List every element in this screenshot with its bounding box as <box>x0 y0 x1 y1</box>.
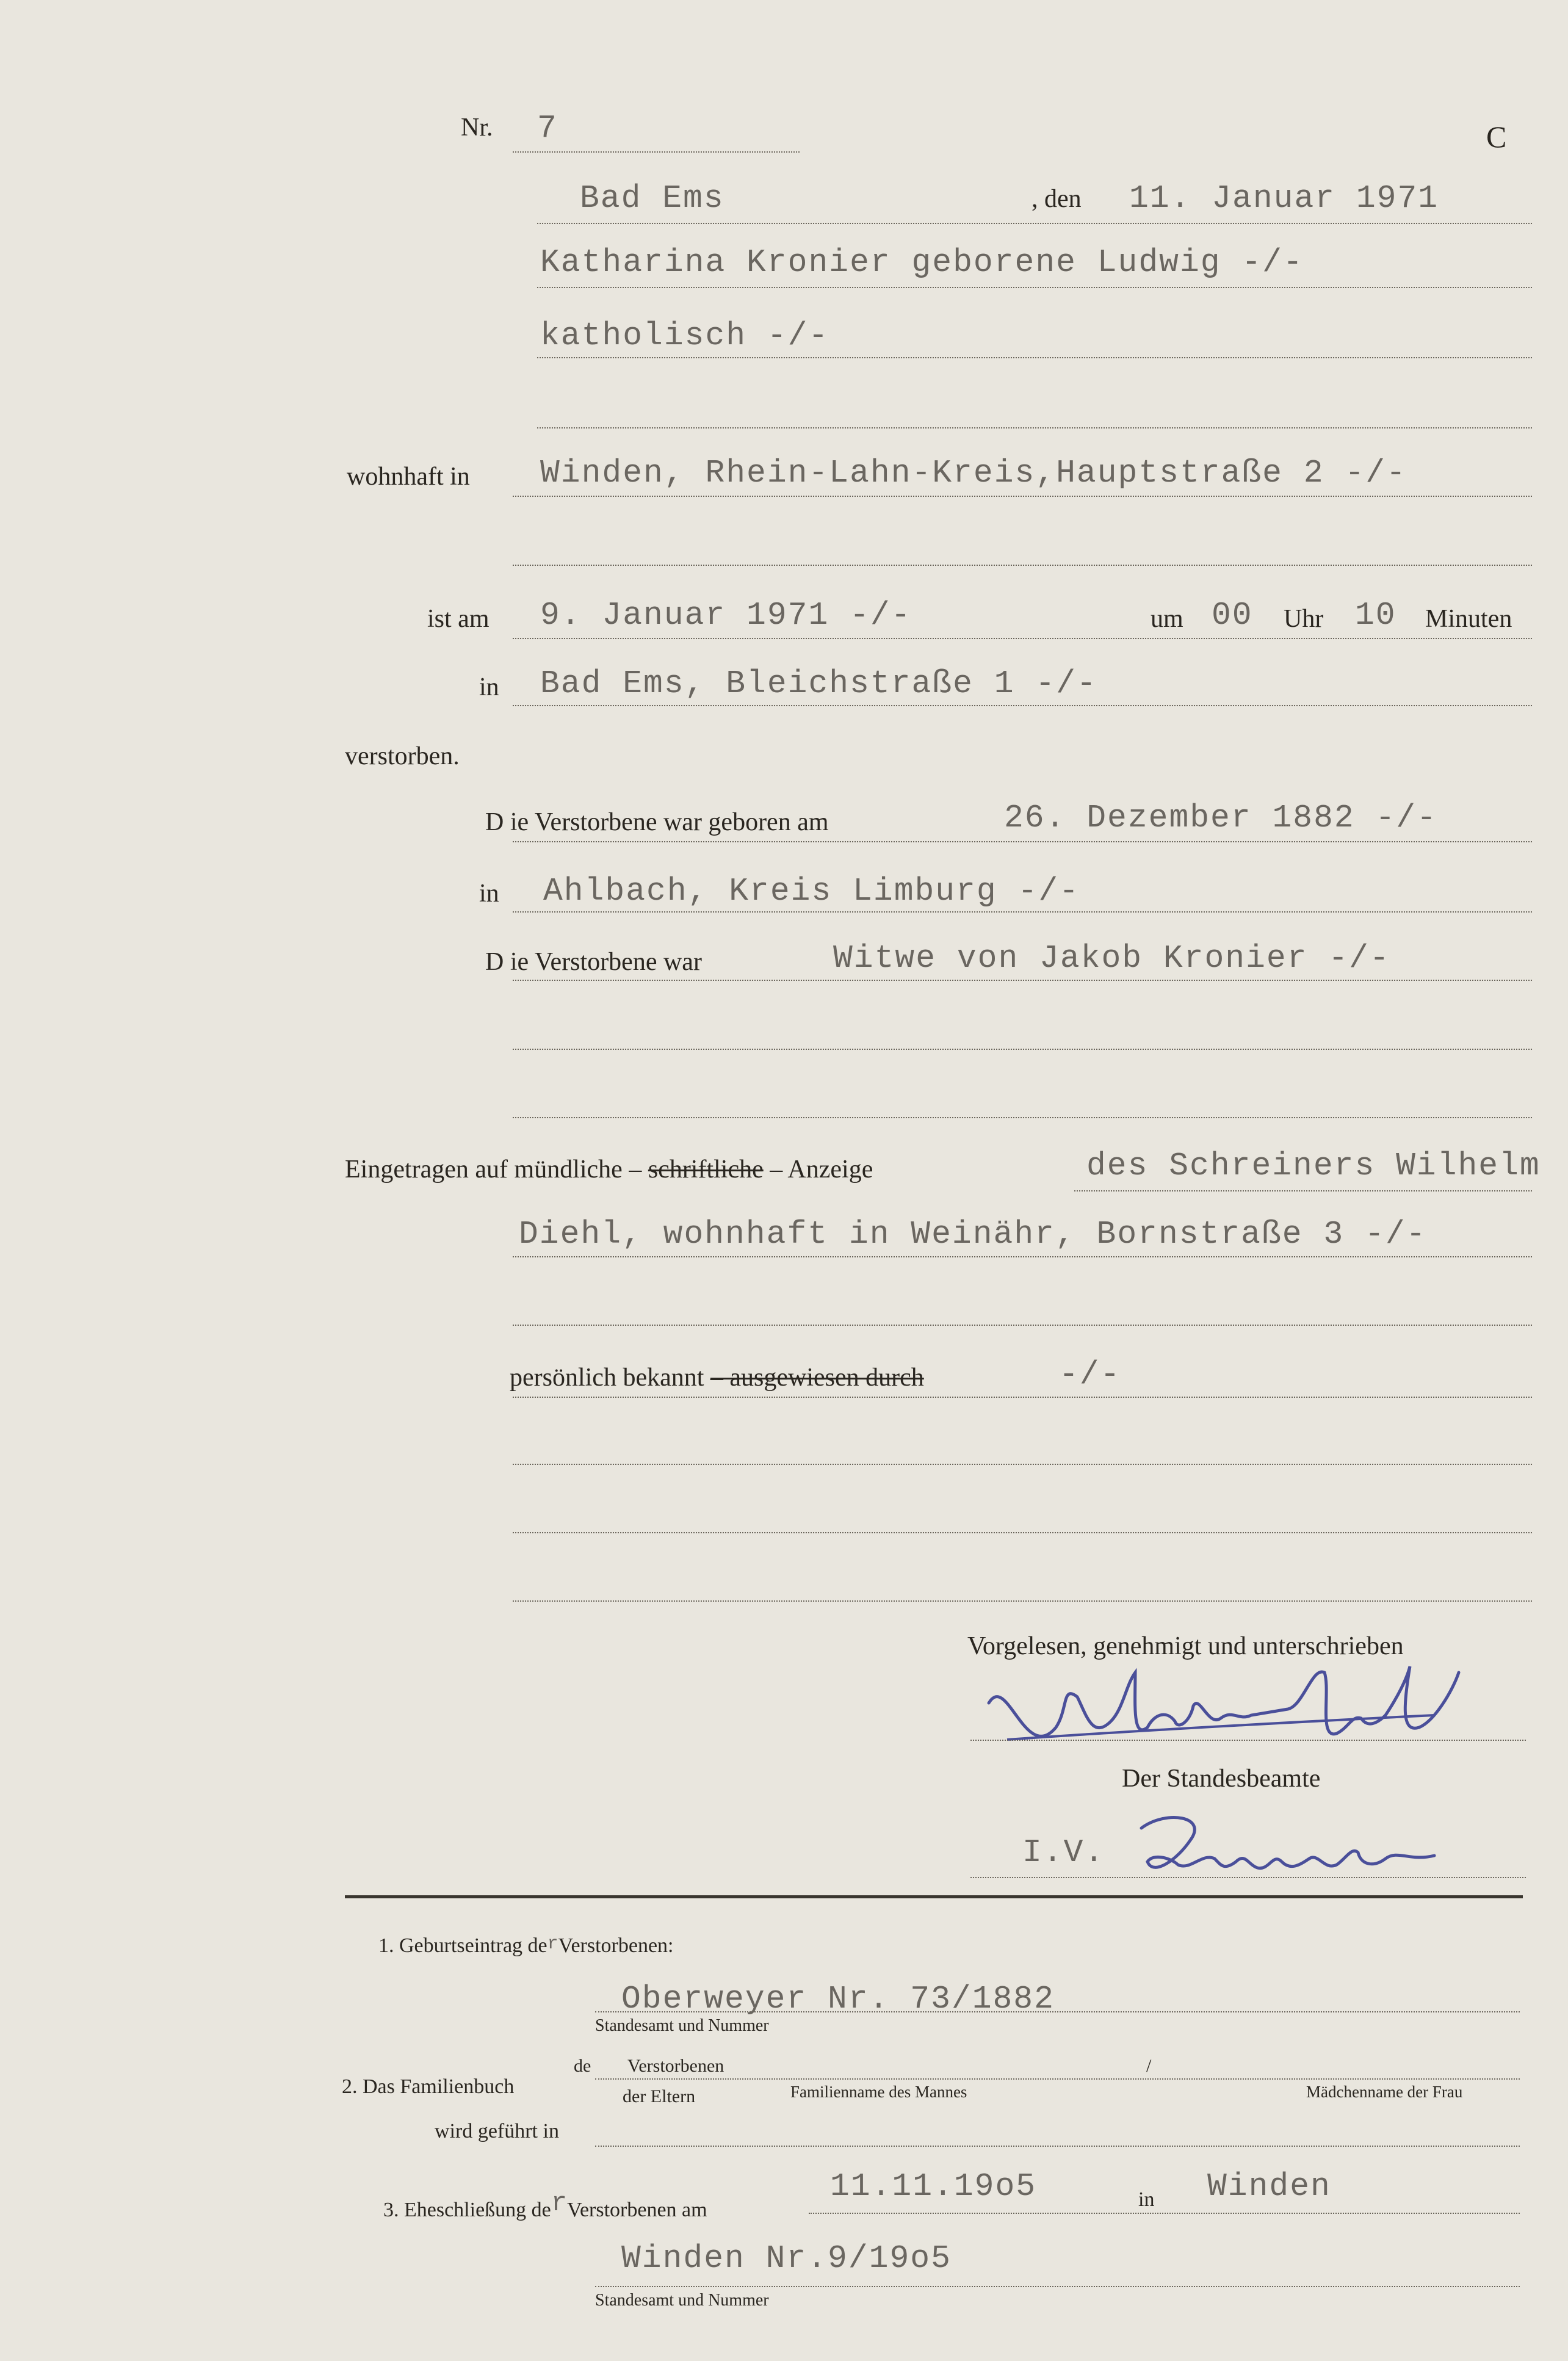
standesamt-label-1: Standesamt und Nummer <box>595 2016 769 2035</box>
ist-am-label: ist am <box>427 605 490 633</box>
note-1-value: Oberweyer Nr. 73/1882 <box>621 1981 1055 2017</box>
note-3-date: 11.11.19o5 <box>830 2168 1037 2205</box>
birth-line <box>513 841 1532 842</box>
name-line <box>537 287 1532 288</box>
blank-line-5 <box>513 1325 1532 1326</box>
blank-line-8 <box>513 1600 1532 1602</box>
note-2-verstorbenen: Verstorbenen <box>627 2056 724 2076</box>
note-1-label <box>378 1934 673 1958</box>
religion-value: katholisch -/- <box>540 317 829 354</box>
blank-line-3 <box>513 1049 1532 1050</box>
note-2-eltern: der Eltern <box>623 2086 696 2106</box>
birth-place: Ahlbach, Kreis Limburg -/- <box>543 873 1080 909</box>
section-divider <box>345 1895 1523 1898</box>
death-hour: 00 <box>1212 597 1253 634</box>
note-2-frau: Mädchenname der Frau <box>1306 2083 1463 2101</box>
death-line <box>513 638 1532 639</box>
note-1-suffix: r <box>547 1934 558 1954</box>
den-label: , den <box>1031 185 1082 213</box>
date-value: 11. Januar 1971 <box>1129 180 1439 217</box>
known-label-text: persönlich bekannt <box>510 1364 704 1392</box>
status-label: D ie Verstorbene war <box>485 948 702 976</box>
um-label: um <box>1151 605 1183 633</box>
note-1-label-end: Verstorbenen: <box>558 1934 674 1957</box>
informant-signature <box>970 1648 1495 1770</box>
registration-label-part1: Eingetragen auf mündliche – <box>345 1155 642 1184</box>
iv-label: I.V. <box>1022 1834 1105 1871</box>
death-date: 9. Januar 1971 -/- <box>540 597 912 634</box>
death-place: Bad Ems, Bleichstraße 1 -/- <box>540 665 1097 702</box>
note-2-line <box>595 2078 1520 2080</box>
note-2-gefuehrt: wird geführt in <box>435 2120 559 2142</box>
birth-label: D ie Verstorbene war geboren am <box>485 808 829 836</box>
place-value: Bad Ems <box>580 180 724 217</box>
note-2-mann: Familienname des Mannes <box>790 2083 967 2101</box>
informant-line-2: Diehl, wohnhaft in Weinähr, Bornstraße 3 -/- <box>519 1216 1427 1253</box>
section-letter: C <box>1486 120 1507 154</box>
note-3-value: Winden Nr.9/19o5 <box>621 2240 952 2277</box>
informant-line-2-rule <box>513 1256 1532 1257</box>
note-3-line <box>809 2213 1520 2214</box>
place-date-line <box>537 223 1532 224</box>
note-3-in: in <box>1138 2188 1155 2211</box>
nr-value: 7 <box>537 110 558 146</box>
known-label-struck: – ausgewiesen durch <box>710 1364 924 1392</box>
residence-value: Winden, Rhein-Lahn-Kreis,Hauptstraße 2 -/- <box>540 455 1407 491</box>
registration-label <box>345 1155 873 1184</box>
note-2-de: de <box>574 2056 591 2076</box>
death-minutes: 10 <box>1355 597 1396 634</box>
nr-label: Nr. <box>461 114 493 142</box>
death-place-line <box>513 705 1532 706</box>
birth-place-line <box>513 911 1532 913</box>
known-line <box>513 1397 1532 1398</box>
registrar-label: Der Standesbeamte <box>1122 1765 1321 1793</box>
blank-line-6 <box>513 1464 1532 1465</box>
death-in-label: in <box>479 673 499 701</box>
informant-line-1: des Schreiners Wilhelm <box>1086 1148 1541 1184</box>
registrar-signature <box>1117 1804 1459 1895</box>
informant-signature-line <box>970 1740 1526 1741</box>
registrar-signature-line <box>970 1877 1526 1878</box>
birth-in-label: in <box>479 880 499 908</box>
standesamt-label-2: Standesamt und Nummer <box>595 2291 769 2310</box>
minuten-label: Minuten <box>1425 605 1512 633</box>
read-approved-label: Vorgelesen, genehmigt und unterschrieben <box>967 1632 1404 1660</box>
verstorben-label: verstorben. <box>345 742 460 770</box>
note-2-label: 2. Das Familienbuch <box>342 2075 515 2098</box>
note-3-label-end: Verstorbenen am <box>567 2199 707 2221</box>
birth-date: 26. Dezember 1882 -/- <box>1004 800 1437 836</box>
known-value: -/- <box>1059 1356 1121 1393</box>
status-value: Witwe von Jakob Kronier -/- <box>833 940 1390 977</box>
blank-line-1 <box>537 427 1532 428</box>
informant-line-1-rule <box>1074 1190 1532 1191</box>
blank-line-4 <box>513 1117 1532 1118</box>
residence-line <box>513 496 1532 497</box>
blank-line-7 <box>513 1532 1532 1533</box>
residence-label: wohnhaft in <box>347 463 470 491</box>
note-2-gefuehrt-line <box>595 2146 1520 2147</box>
nr-line <box>513 151 800 153</box>
note-2-slash: / <box>1146 2056 1152 2076</box>
note-3-suffix: r <box>551 2188 568 2219</box>
deceased-name: Katharina Kronier geborene Ludwig -/- <box>540 244 1304 281</box>
note-3-label-text: 3. Eheschließung de <box>383 2199 551 2221</box>
note-3-value-line <box>595 2286 1520 2287</box>
registration-label-part2: – Anzeige <box>770 1155 873 1184</box>
note-3-label <box>383 2188 707 2222</box>
uhr-label: Uhr <box>1284 605 1324 633</box>
status-line <box>513 980 1532 981</box>
note-1-label-text: 1. Geburtseintrag de <box>378 1934 547 1957</box>
note-1-line <box>595 2011 1520 2012</box>
known-label <box>510 1363 924 1392</box>
blank-line-2 <box>513 565 1532 566</box>
registration-label-struck: schriftliche <box>648 1155 764 1184</box>
note-3-place: Winden <box>1207 2168 1331 2205</box>
religion-line <box>537 357 1532 358</box>
